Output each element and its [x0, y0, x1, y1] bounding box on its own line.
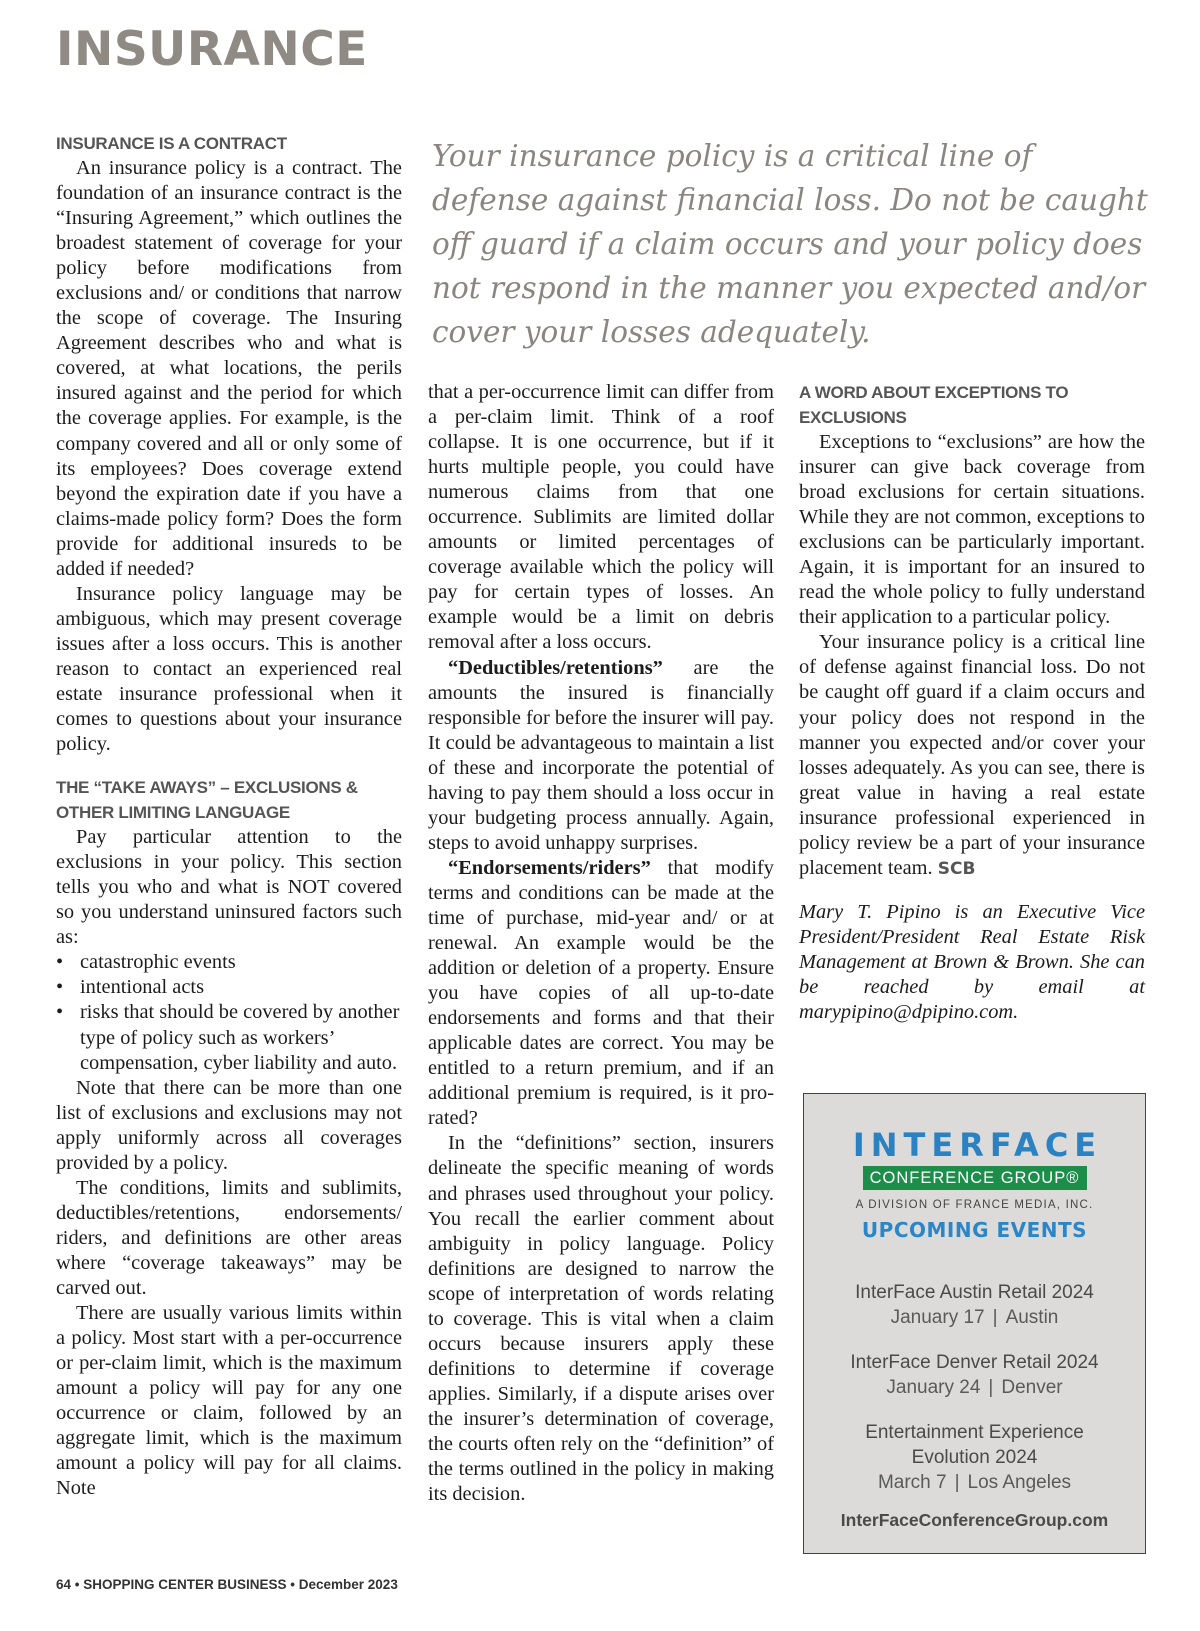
ad-event-list — [804, 1280, 1145, 1495]
paragraph-contract: An insurance policy is a contract. The foundation of an insurance contract is the “Insuring Agreement,” which outlines the broadest statement of coverage for your policy before modifications from exclusions and/ or conditions that narrow the scope of coverage. The Insuring Agreement describes who and what is covered, at what locations, the perils insured against and the period for which the coverage applies. For example, is the company covered and all or only some of its employees? Does coverage extend beyond the expiration date if you have a claims-made policy form? Does the form provide for additional insureds to be added if needed? — [56, 157, 402, 580]
paragraph-endorsements — [428, 856, 774, 1132]
heading-insurance-contract: INSURANCE IS A CONTRACT — [56, 134, 287, 153]
ad-event-name: InterFace Denver Retail 2024 — [850, 1352, 1099, 1373]
ad-division: A DIVISION OF FRANCE MEDIA, INC. — [855, 1199, 1094, 1211]
endorsements-text: that modify terms and conditions can be made at the time of purchase, mid-year and/ or at renewal. An example would be the addition or deletion of a property. Ensure you have copies of all up-to-date endorsements and forms and that their applicable dates are correct. You may be entitled to a return premium, and if an additional premium is required, is it pro-rated? — [428, 856, 774, 1130]
article-column-3 — [799, 380, 1145, 1025]
ad-event — [804, 1350, 1145, 1400]
ad-event-date: January 17 — [890, 1307, 985, 1328]
ad-brand-bar: CONFERENCE GROUP® — [863, 1166, 1087, 1190]
paragraph-definitions: In the “definitions” section, insurers delineate the specific meaning of words and phrases used throughout your policy. You recall the earlier comment about ambiguity in policy language. Policy definitions are designed to narrow the scope of interpretation of words relating to coverage. This is vital when a claim occurs because insurers apply these definitions to determine if coverage applies. Similarly, if a dispute arises over the insurer’s determination of coverage, the courts often rely on the “definition” of the terms outlined in the policy in making its decision. — [428, 1132, 774, 1506]
ad-event — [804, 1420, 1145, 1495]
interface-ad[interactable] — [803, 1093, 1146, 1554]
list-item: • intentional acts — [56, 975, 402, 1000]
ad-event — [804, 1280, 1145, 1330]
paragraph-limits: There are usually various limits within a policy. Most start with a per-occurrence or per-claim limit, which is the maximum amount a policy will pay for any one occurrence or claim, followed by an aggregate limit, which is the maximum amount a policy will pay for all claims. Note — [56, 1302, 402, 1500]
paragraph-conditions: The conditions, limits and sublimits, deductibles/retentions, endorsements/ riders, and definitions are other areas where “coverage takeaways” may be carved out. — [56, 1176, 402, 1299]
list-item: • catastrophic events — [56, 950, 402, 975]
ad-event-date: March 7 — [877, 1472, 947, 1493]
pull-quote: Your insurance policy is a critical line of defense against financial loss. Do not be caught off guard if a claim occurs and your policy does not respond in the manner you expected and/or cover your losses adequately. — [432, 139, 1148, 349]
paragraph-deductibles — [428, 656, 774, 856]
ad-event-date: January 24 — [886, 1377, 981, 1398]
ad-event-date-line: March 7 | Los Angeles — [877, 1472, 1072, 1493]
paragraph-ambiguous: Insurance policy language may be ambiguous, which may present coverage issues after a loss occurs. This is another reason to contact an experienced real estate insurance professional when it comes to questions about your insurance policy. — [56, 582, 402, 756]
paragraph-exceptions: Exceptions to “exclusions” are how the insurer can give back coverage from broad exclusions for certain situations. While they are not common, exceptions to exclusions can be particularly important. Again, it is important for an insured to read the whole policy to fully understand their application to a particular policy. — [799, 431, 1145, 629]
article-column-2 — [428, 380, 774, 1507]
ad-event-city: Austin — [1005, 1307, 1059, 1328]
heading-take-aways: THE “TAKE AWAYS” – EXCLUSIONS & OTHER LIMITING LANGUAGE — [56, 778, 358, 823]
ad-event-name: Entertainment Experience Evolution 2024 — [865, 1422, 1084, 1468]
ad-event-name: InterFace Austin Retail 2024 — [855, 1282, 1094, 1303]
term-endorsements: “Endorsements/riders” — [448, 856, 651, 879]
end-mark: SCB — [937, 858, 976, 879]
page-footer: 64 • SHOPPING CENTER BUSINESS • December 2023 — [56, 1577, 398, 1592]
author-bio: Mary T. Pipino is an Executive Vice President/President Real Estate Risk Management at Brown & Brown. She can be reached by email at marypipino@dpipino.com. — [799, 900, 1145, 1024]
section-title: INSURANCE — [56, 22, 368, 77]
list-item: • risks that should be covered by another type of policy such as workers’ compensation, cyber liability and auto. — [56, 1000, 402, 1075]
ad-event-city: Denver — [1001, 1377, 1063, 1398]
paragraph-closing — [799, 630, 1145, 881]
paragraph-limits-continued: that a per-occurrence limit can differ from a per-claim limit. Think of a roof collapse. It is one occurrence, but if it hurts multiple people, you could have numerous claims from that one occurrence. Sublimits are limited dollar amounts or limited percentages of coverage available which the policy will pay for certain types of losses. An example would be a limit on debris removal after a loss occurs. — [428, 381, 774, 654]
ad-event-date-line: January 24 | Denver — [886, 1377, 1063, 1398]
ad-event-city: Los Angeles — [967, 1472, 1072, 1493]
ad-website-link[interactable]: InterFaceConferenceGroup.com — [840, 1510, 1109, 1530]
closing-text: Your insurance policy is a critical line of defense against financial loss. Do not be caught off guard if a claim occurs and your policy does not respond in the manner you expected and/or cover your losses adequately. As you can see, there is great value in having a real estate insurance professional experienced in policy review be a part of your insurance placement team. — [799, 631, 1145, 879]
ad-event-date-line: January 17 | Austin — [890, 1307, 1059, 1328]
article-column-1 — [56, 131, 402, 1501]
paragraph-note: Note that there can be more than one list of exclusions and exclusions may not apply uniformly across all coverages provided by a policy. — [56, 1076, 402, 1174]
deductibles-text: are the amounts the insured is financially responsible for before the insurer will pay. It could be advantageous to maintain a list of these and incorporate the potential of having to pay them should a loss occur in your budgeting process annually. Again, steps to avoid unhappy surprises. — [428, 656, 774, 854]
term-deductibles: “Deductibles/retentions” — [448, 656, 663, 679]
paragraph-attention: Pay particular attention to the exclusions in your policy. This section tells you who and what is NOT covered so you understand uninsured factors such as: — [56, 826, 402, 949]
ad-upcoming-events: UPCOMING EVENTS — [861, 1218, 1088, 1242]
heading-exceptions: A WORD ABOUT EXCEPTIONS TO EXCLUSIONS — [799, 383, 1069, 427]
ad-brand-logo: INTERFACE — [852, 1126, 1103, 1164]
exclusions-list — [56, 950, 402, 1075]
